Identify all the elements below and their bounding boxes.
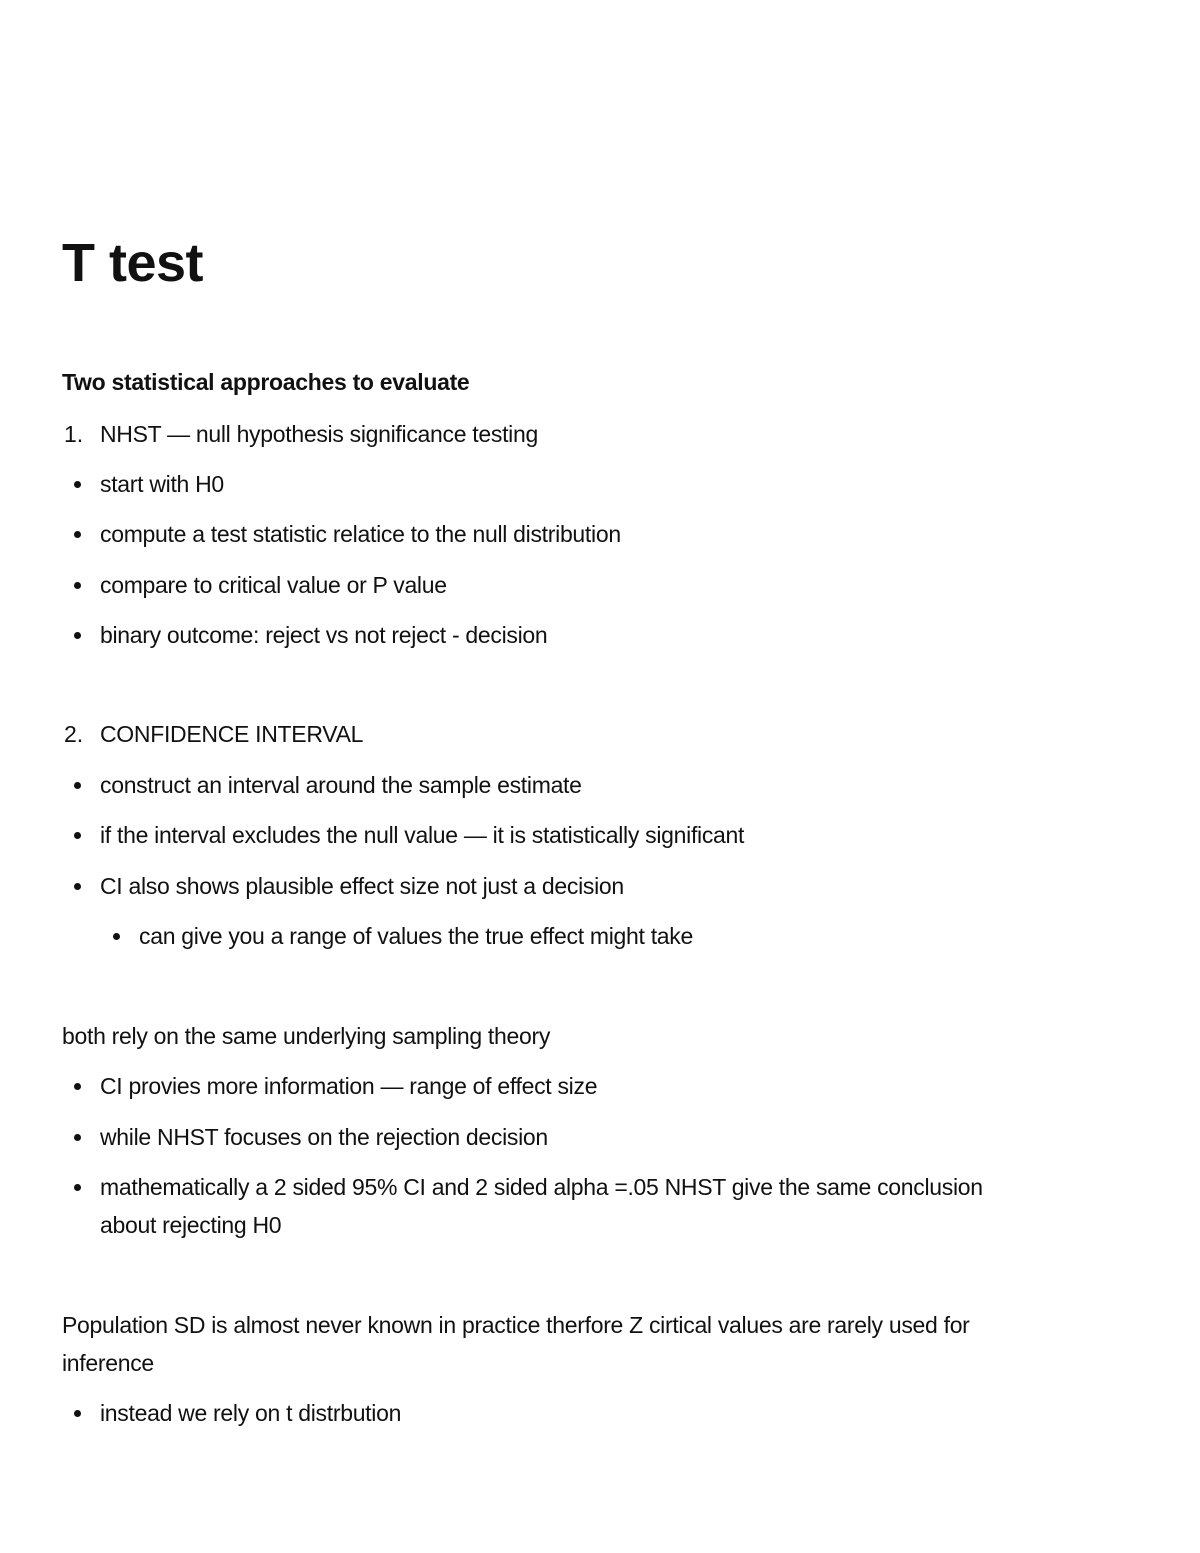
bullet-icon	[74, 1184, 81, 1191]
bullet-icon	[74, 632, 81, 639]
list-number-1: 1.	[64, 421, 84, 447]
list-item-continuation: about rejecting H0	[100, 1212, 282, 1238]
bullet-icon	[74, 1410, 81, 1417]
paragraph: both rely on the same underlying sampling theory	[62, 1023, 551, 1049]
section-heading: Two statistical approaches to evaluate	[62, 369, 470, 395]
bullet-icon	[74, 531, 81, 538]
bullet-icon	[74, 481, 81, 488]
list-item: start with H0	[100, 471, 224, 497]
list-item: if the interval excludes the null value — it is statistically significant	[100, 822, 745, 848]
bullet-icon	[74, 1134, 81, 1141]
list-item: mathematically a 2 sided 95% CI and 2 sided alpha =.05 NHST give the same conclusion	[100, 1174, 983, 1200]
bullet-icon	[74, 1083, 81, 1090]
list-item: CI also shows plausible effect size not just a decision	[100, 873, 624, 899]
list-item: binary outcome: reject vs not reject - decision	[100, 622, 548, 648]
list-number-2: 2.	[64, 721, 84, 747]
list-item: compute a test statistic relatice to the null distribution	[100, 521, 621, 547]
bullet-icon	[74, 782, 81, 789]
paragraph-continuation: inference	[62, 1350, 154, 1376]
list-item: CI provies more information — range of effect size	[100, 1073, 598, 1099]
list-item: while NHST focuses on the rejection decision	[100, 1124, 548, 1150]
sub-list-item: can give you a range of values the true effect might take	[139, 923, 693, 949]
list-item: compare to critical value or P value	[100, 572, 447, 598]
list-item: construct an interval around the sample estimate	[100, 772, 582, 798]
approach-1-label: NHST — null hypothesis significance testing	[100, 421, 538, 447]
bullet-icon	[74, 832, 81, 839]
list-item: instead we rely on t distrbution	[100, 1400, 402, 1426]
bullet-icon	[74, 582, 81, 589]
bullet-icon	[74, 883, 81, 890]
bullet-icon	[113, 933, 120, 940]
approach-2-label: CONFIDENCE INTERVAL	[100, 721, 364, 747]
paragraph: Population SD is almost never known in practice therfore Z cirtical values are rarely used for	[62, 1312, 970, 1338]
page-title: T test	[62, 233, 204, 293]
